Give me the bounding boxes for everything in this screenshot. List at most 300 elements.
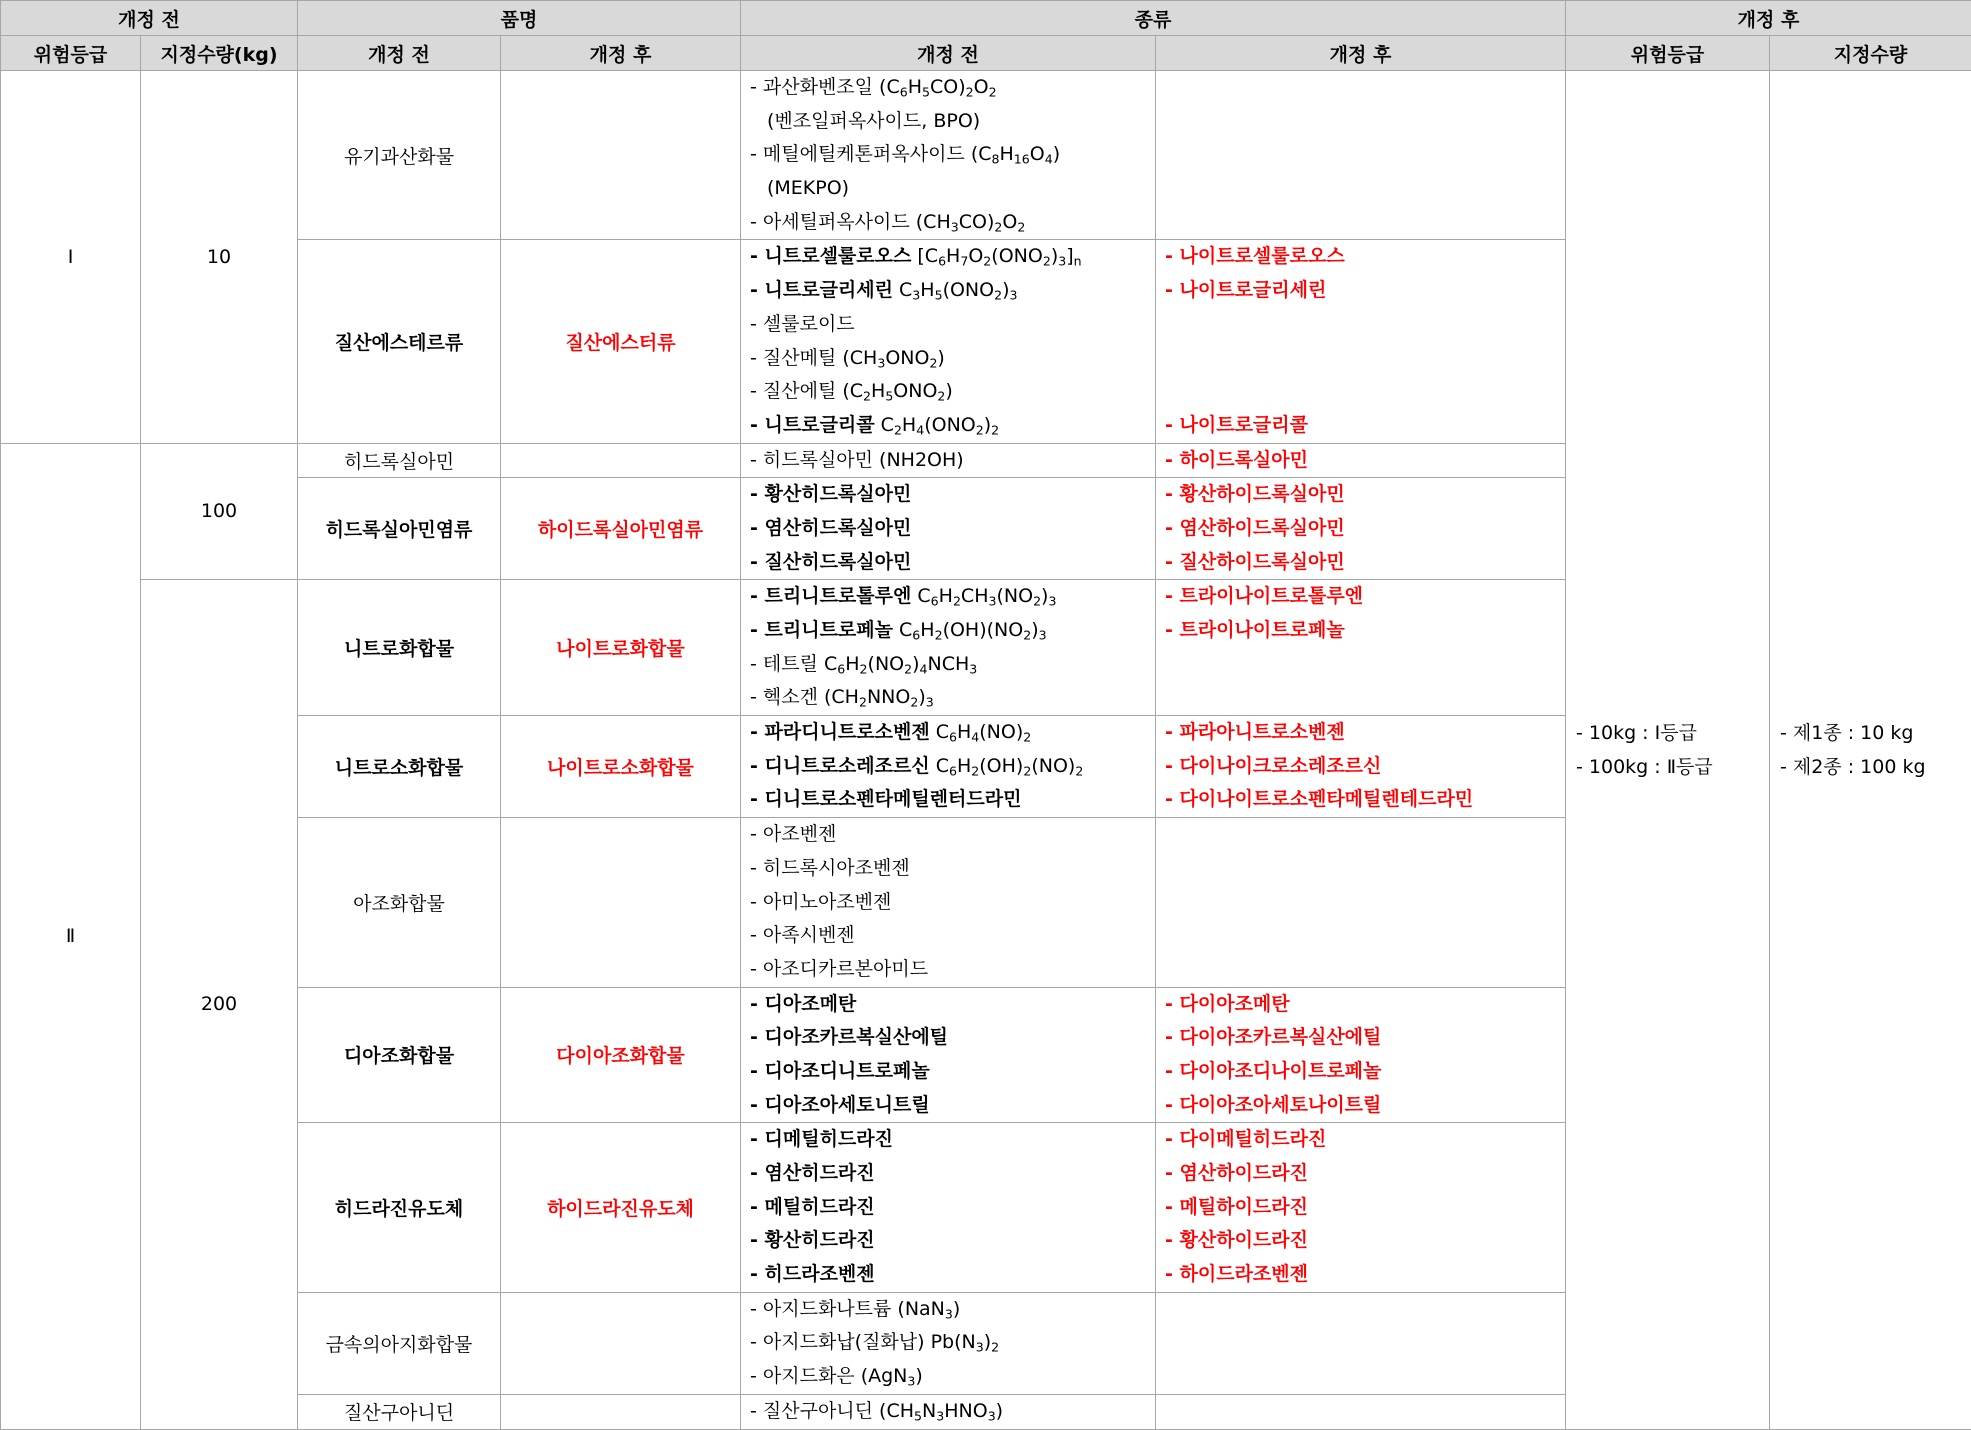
kind-line-before: [750, 342, 1155, 376]
kind-text: - 트리니트로톨루엔: [750, 585, 911, 607]
kind-text: - 메틸에틸케톤퍼옥사이드 (C: [750, 143, 992, 165]
kinds-after-cell: [1156, 443, 1566, 478]
item-name-after: 나이트로화합물: [501, 580, 741, 716]
kind-text: ): [1002, 279, 1009, 301]
formula-subscript: 5: [922, 85, 930, 100]
kind-line-after: [1165, 71, 1565, 105]
formula-subscript: 2: [1023, 730, 1031, 745]
kind-line-after: [1165, 818, 1565, 852]
kind-text: C: [875, 414, 894, 436]
grade-before-cell: Ⅰ: [1, 71, 141, 444]
table-body: [1, 71, 1971, 1430]
kinds-after-cell: [1156, 478, 1566, 580]
kind-text: - 니트로글리세린: [750, 279, 893, 301]
kind-line-before: [750, 953, 1155, 987]
kind-text: H: [957, 721, 971, 743]
kind-text: - 아조벤젠: [750, 823, 836, 845]
item-name-before: 유기과산화물: [298, 71, 501, 240]
kind-text: (NO): [1031, 755, 1075, 777]
kind-text: (NO: [996, 585, 1033, 607]
item-name-after: [501, 71, 741, 240]
kind-text: H: [920, 619, 934, 641]
formula-subscript: 2: [994, 219, 1002, 234]
formula-subscript: 4: [916, 422, 924, 437]
kind-text: C: [930, 721, 949, 743]
formula-subscript: 3: [976, 1340, 984, 1355]
kind-text: ONO: [893, 380, 937, 402]
formula-subscript: 2: [994, 288, 1002, 303]
kind-text: ): [984, 414, 991, 436]
formula-subscript: 5: [935, 288, 943, 303]
kind-text: O: [968, 245, 983, 267]
formula-subscript: 3: [1058, 254, 1066, 269]
kind-line-before: [750, 1021, 1155, 1055]
formula-subscript: 2: [1023, 628, 1031, 643]
kind-text: H: [920, 279, 934, 301]
kind-line-after: - 다이나이트로소펜타메틸렌테드라민: [1165, 783, 1565, 817]
kind-line-before: [750, 138, 1155, 172]
kind-line-after: [1165, 681, 1565, 715]
kind-line-after: - 다이아조아세토나이트릴: [1165, 1089, 1565, 1123]
kinds-after-cell: [1156, 818, 1566, 987]
kind-line-after: [1165, 342, 1565, 376]
kinds-before-cell: [741, 1123, 1156, 1292]
kind-line-before: [750, 988, 1155, 1022]
header-quantity-before: 지정수량(kg): [141, 36, 298, 71]
header-quantity-after: 지정수량: [1770, 36, 1971, 71]
kind-line-before: [750, 71, 1155, 105]
kind-text: - 니트로셀룰로오스: [750, 245, 911, 267]
kind-text: - 질산메틸 (CH: [750, 347, 877, 369]
kind-text: - 과산화벤조일 (C: [750, 76, 900, 98]
kind-line-before: [750, 919, 1155, 953]
kind-line-after: [1165, 886, 1565, 920]
header-row-groups: [1, 1, 1971, 36]
grade-after-line: - 10kg : Ⅰ등급: [1576, 716, 1769, 750]
kind-text: O: [1030, 143, 1045, 165]
kind-text: - 아지드화납(질화납) Pb(N: [750, 1331, 976, 1353]
kind-text: ]: [1066, 245, 1073, 267]
formula-subscript: 2: [953, 594, 961, 609]
header-kind-after: 개정 후: [1156, 36, 1566, 71]
kind-line-before: [750, 580, 1155, 614]
formula-subscript: 3: [936, 1408, 944, 1423]
kind-text: - 황산히드라진: [750, 1229, 875, 1251]
kind-line-after: [1165, 852, 1565, 886]
kind-line-before: [750, 750, 1155, 784]
kind-text: C: [930, 755, 949, 777]
kind-line-after: [1165, 138, 1565, 172]
kind-text: - 히드록실아민 (NH2OH): [750, 449, 964, 471]
kind-text: - 염산히드록실아민: [750, 517, 911, 539]
kind-line-after: [1165, 308, 1565, 342]
kind-text: CH: [961, 585, 989, 607]
kind-line-after: - 다이아조카르복실산에틸: [1165, 1021, 1565, 1055]
kind-line-before: [750, 1360, 1155, 1394]
kind-line-before: [750, 478, 1155, 512]
kind-text: H: [871, 380, 885, 402]
kind-text: - 디아조카르복실산에틸: [750, 1026, 948, 1048]
grade-after-cell: [1566, 71, 1770, 1430]
kinds-after-cell: [1156, 71, 1566, 240]
formula-subscript: 4: [920, 661, 928, 676]
kind-text: - 디니트로소레조르신: [750, 755, 930, 777]
kind-text: ): [984, 1331, 991, 1353]
kind-line-after: - 나이트로글리세린: [1165, 274, 1565, 308]
kinds-before-cell: [741, 1292, 1156, 1394]
quantity-after-cell: [1770, 71, 1971, 1430]
kinds-after-cell: [1156, 580, 1566, 716]
kind-text: - 트리니트로페놀: [750, 619, 893, 641]
table-header: [1, 1, 1971, 71]
kinds-before-cell: [741, 240, 1156, 443]
kind-line-before: [750, 409, 1155, 443]
formula-subscript: 2: [1017, 219, 1025, 234]
kind-line-before: [750, 818, 1155, 852]
kind-text: (OH)(NO: [943, 619, 1024, 641]
formula-subscript: 2: [1023, 763, 1031, 778]
kind-line-before: [750, 512, 1155, 546]
formula-subscript: 2: [860, 661, 868, 676]
kind-text: - 디니트로소펜타메틸렌터드라민: [750, 788, 1021, 810]
kind-text: - 아지드화나트륨 (NaN: [750, 1298, 945, 1320]
kind-line-after: - 다이아조메탄: [1165, 988, 1565, 1022]
kind-text: - 히드라조벤젠: [750, 1263, 875, 1285]
kinds-before-cell: [741, 478, 1156, 580]
kind-line-before: [750, 648, 1155, 682]
kind-line-after: [1165, 375, 1565, 409]
formula-subscript: 2: [976, 422, 984, 437]
kind-text: ONO: [885, 347, 929, 369]
kind-text: H: [939, 585, 953, 607]
kind-text: - 테트릴 C: [750, 653, 837, 675]
item-name-before: 히드록실아민: [298, 443, 501, 478]
kind-text: C: [893, 279, 912, 301]
header-kind-before: 개정 전: [741, 36, 1156, 71]
kind-text: - 디아조디니트로페놀: [750, 1060, 930, 1082]
kind-text: (NO: [868, 653, 905, 675]
kind-line-before: [750, 1293, 1155, 1327]
formula-subscript: 6: [837, 661, 845, 676]
formula-subscript: 3: [1048, 594, 1056, 609]
formula-subscript: 7: [960, 254, 968, 269]
formula-subscript: 5: [914, 1408, 922, 1423]
kind-text: [C: [911, 245, 938, 267]
kind-text: ): [996, 1400, 1003, 1422]
item-name-after: [501, 1292, 741, 1394]
formula-subscript: 2: [859, 695, 867, 710]
header-name-after: 개정 후: [501, 36, 741, 71]
kind-line-before: [750, 308, 1155, 342]
formula-subscript: 2: [989, 85, 997, 100]
kind-text: - 질산에틸 (C: [750, 380, 863, 402]
formula-subscript: 3: [1039, 628, 1047, 643]
kind-text: ): [918, 686, 925, 708]
kind-text: - 셀룰로이드: [750, 313, 855, 335]
kind-text: - 아미노아조벤젠: [750, 891, 891, 913]
kind-text: ): [1031, 619, 1038, 641]
formula-subscript: 2: [1043, 254, 1051, 269]
kind-line-after: - 파라아니트로소벤젠: [1165, 716, 1565, 750]
formula-subscript: 5: [885, 389, 893, 404]
kind-line-before: [750, 1089, 1155, 1123]
formula-subscript: 2: [991, 1340, 999, 1355]
item-name-after: [501, 818, 741, 987]
kinds-before-cell: [741, 443, 1156, 478]
kind-text: - 아세틸퍼옥사이드 (CH: [750, 211, 951, 233]
formula-subscript: 2: [1033, 594, 1041, 609]
header-group-after: 개정 후: [1566, 1, 1971, 36]
kind-line-after: [1165, 953, 1565, 987]
kind-text: - 파라디니트로소벤젠: [750, 721, 930, 743]
formula-subscript: 2: [966, 85, 974, 100]
kind-text: - 아족시벤젠: [750, 924, 855, 946]
quantity-after-line: - 제1종 : 10 kg: [1780, 716, 1971, 750]
item-name-before: 금속의아지화합물: [298, 1292, 501, 1394]
kind-line-after: [1165, 1326, 1565, 1360]
kind-text: - 히드록시아조벤젠: [750, 857, 910, 879]
kinds-after-cell: [1156, 716, 1566, 818]
kind-line-after: - 다이아조디나이트로페놀: [1165, 1055, 1565, 1089]
kinds-before-cell: [741, 716, 1156, 818]
item-name-before: 히드라진유도체: [298, 1123, 501, 1292]
item-name-after: 질산에스터류: [501, 240, 741, 443]
quantity-before-cell: 200: [141, 580, 298, 1429]
kind-line-after: - 나이트로셀룰로오스: [1165, 240, 1565, 274]
kind-text: (ONO: [924, 414, 976, 436]
kind-text: N: [922, 1400, 936, 1422]
kinds-before-cell: [741, 71, 1156, 240]
header-grade-after: 위험등급: [1566, 36, 1770, 71]
kind-line-before: [750, 1055, 1155, 1089]
formula-subscript: 6: [912, 628, 920, 643]
kind-line-after: [1165, 648, 1565, 682]
kind-line-before: [750, 614, 1155, 648]
kind-line-before: [750, 274, 1155, 308]
kind-line-after: - 트라이나이트로톨루엔: [1165, 580, 1565, 614]
header-group-before: 개정 전: [1, 1, 298, 36]
kind-line-before: [750, 1191, 1155, 1225]
kind-line-after: - 질산하이드록실아민: [1165, 546, 1565, 580]
formula-subscript: 3: [945, 1306, 953, 1321]
kind-line-after: - 다이나이크로소레조르신: [1165, 750, 1565, 784]
kind-line-after: - 하이드라조벤젠: [1165, 1258, 1565, 1292]
kind-line-after: - 염산하이드록실아민: [1165, 512, 1565, 546]
formula-subscript: 2: [863, 389, 871, 404]
kind-line-before: [750, 444, 1155, 478]
formula-subscript: 4: [1045, 152, 1053, 167]
kind-text: - 니트로글리콜: [750, 414, 875, 436]
kind-text: (ONO: [943, 279, 995, 301]
kind-line-before: [750, 1258, 1155, 1292]
kind-text: (NO): [979, 721, 1023, 743]
formula-subscript: 3: [988, 594, 996, 609]
item-name-before: 질산구아니딘: [298, 1394, 501, 1429]
item-name-after: 다이아조화합물: [501, 987, 741, 1123]
kind-line-before: [750, 240, 1155, 274]
kind-text: ): [953, 1298, 960, 1320]
kind-text: CO): [959, 211, 995, 233]
kind-text: ): [1053, 143, 1060, 165]
kind-text: H: [845, 653, 859, 675]
kind-line-before: [750, 852, 1155, 886]
formula-subscript: 3: [877, 355, 885, 370]
formula-subscript: 16: [1014, 152, 1030, 167]
kind-text: - 디아조메탄: [750, 993, 856, 1015]
formula-subscript: 2: [971, 763, 979, 778]
kinds-after-cell: [1156, 1123, 1566, 1292]
formula-subscript: 2: [991, 422, 999, 437]
kind-text: - 질산히드록실아민: [750, 551, 911, 573]
kind-line-after: - 다이메틸히드라진: [1165, 1123, 1565, 1157]
kind-line-before: [750, 783, 1155, 817]
kind-text: H: [1000, 143, 1014, 165]
kind-text: ): [1051, 245, 1058, 267]
kind-text: H: [946, 245, 960, 267]
kind-text: O: [974, 76, 989, 98]
kind-line-before: [750, 1395, 1155, 1429]
kind-line-after: [1165, 1360, 1565, 1394]
item-name-before: 아조화합물: [298, 818, 501, 987]
formula-subscript: 3: [912, 288, 920, 303]
item-name-after: 하이드라진유도체: [501, 1123, 741, 1292]
quantity-before-cell: 100: [141, 443, 298, 580]
item-name-after: 나이트로소화합물: [501, 716, 741, 818]
kind-text: - 아지드화은 (AgN: [750, 1365, 907, 1387]
kind-text: - 황산히드록실아민: [750, 483, 911, 505]
formula-subscript: 6: [949, 763, 957, 778]
kind-text: ): [915, 1365, 922, 1387]
kind-line-before: [750, 681, 1155, 715]
formula-subscript: 3: [969, 661, 977, 676]
formula-subscript: 3: [907, 1374, 915, 1389]
kinds-before-cell: [741, 580, 1156, 716]
formula-subscript: 2: [983, 254, 991, 269]
kind-line-before: [750, 1224, 1155, 1258]
quantity-after-line: - 제2종 : 100 kg: [1780, 750, 1971, 784]
formula-subscript: 2: [1075, 763, 1083, 778]
kinds-after-cell: [1156, 987, 1566, 1123]
formula-subscript: 6: [900, 85, 908, 100]
kinds-after-cell: [1156, 240, 1566, 443]
item-name-after: [501, 1394, 741, 1429]
formula-subscript: 6: [938, 254, 946, 269]
kinds-before-cell: [741, 1394, 1156, 1429]
kind-line-after: - 염산하이드라진: [1165, 1157, 1565, 1191]
kind-text: - 아조디카르본아미드: [750, 958, 928, 980]
item-name-before: 디아조화합물: [298, 987, 501, 1123]
item-name-before: 니트로화합물: [298, 580, 501, 716]
kind-line-after: [1165, 1293, 1565, 1327]
kind-text: H: [902, 414, 916, 436]
header-group-kind: 종류: [741, 1, 1566, 36]
kind-text: - 디아조아세토니트릴: [750, 1094, 930, 1116]
item-name-before: 질산에스테르류: [298, 240, 501, 443]
formula-subscript: 2: [910, 695, 918, 710]
kind-line-after: [1165, 919, 1565, 953]
kind-text: (OH): [979, 755, 1023, 777]
kind-text: ): [912, 653, 919, 675]
kind-text: ): [937, 347, 944, 369]
quantity-before-cell: 10: [141, 71, 298, 444]
kind-text: - 디메틸히드라진: [750, 1128, 893, 1150]
header-group-product-name: 품명: [298, 1, 741, 36]
header-row-columns: [1, 36, 1971, 71]
kind-line-after: - 하이드록실아민: [1165, 444, 1565, 478]
kind-text: C: [911, 585, 930, 607]
formula-subscript: 6: [949, 730, 957, 745]
kind-line-after: - 황산하이드록실아민: [1165, 478, 1565, 512]
kind-line-after: - 트라이나이트로페놀: [1165, 614, 1565, 648]
formula-subscript: 3: [951, 219, 959, 234]
formula-subscript: 8: [992, 152, 1000, 167]
header-name-before: 개정 전: [298, 36, 501, 71]
kind-line-before: [750, 716, 1155, 750]
kind-text: (ONO: [991, 245, 1043, 267]
formula-subscript: 6: [931, 594, 939, 609]
kind-text: ): [1041, 585, 1048, 607]
kind-text: O: [1002, 211, 1017, 233]
kind-text: H: [957, 755, 971, 777]
kind-line-before: [750, 105, 1155, 139]
table-row: [1, 71, 1971, 240]
kind-text: - 질산구아니딘 (CH: [750, 1400, 914, 1422]
kind-line-before: [750, 172, 1155, 206]
kind-line-after: - 메틸하이드라진: [1165, 1191, 1565, 1225]
kind-line-after: [1165, 105, 1565, 139]
formula-subscript: 2: [904, 661, 912, 676]
kind-line-after: [1165, 172, 1565, 206]
formula-subscript: n: [1074, 254, 1082, 269]
kind-text: - 메틸히드라진: [750, 1196, 875, 1218]
kinds-before-cell: [741, 987, 1156, 1123]
formula-subscript: 3: [1010, 288, 1018, 303]
kind-line-before: [750, 546, 1155, 580]
formula-subscript: 3: [926, 695, 934, 710]
kind-text: H: [908, 76, 922, 98]
kind-line-before: [750, 206, 1155, 240]
kind-line-after: [1165, 206, 1565, 240]
kind-text: NCH: [928, 653, 970, 675]
kind-text: CO): [930, 76, 966, 98]
kind-line-after: [1165, 1395, 1565, 1429]
kind-text: HNO: [944, 1400, 987, 1422]
kinds-before-cell: [741, 818, 1156, 987]
kinds-after-cell: [1156, 1292, 1566, 1394]
grade-after-line: - 100kg : Ⅱ등급: [1576, 750, 1769, 784]
kind-text: (벤조일퍼옥사이드, BPO): [767, 110, 980, 132]
formula-subscript: 2: [935, 628, 943, 643]
header-grade-before: 위험등급: [1, 36, 141, 71]
item-name-after: 하이드록실아민염류: [501, 478, 741, 580]
formula-subscript: 3: [988, 1408, 996, 1423]
item-name-before: 니트로소화합물: [298, 716, 501, 818]
formula-subscript: 4: [971, 730, 979, 745]
formula-subscript: 2: [929, 355, 937, 370]
kind-line-before: [750, 1326, 1155, 1360]
kind-text: (MEKPO): [767, 177, 849, 199]
kinds-after-cell: [1156, 1394, 1566, 1429]
kind-line-before: [750, 886, 1155, 920]
formula-subscript: 2: [894, 422, 902, 437]
kind-text: - 헥소겐 (CH: [750, 686, 859, 708]
formula-subscript: 2: [937, 389, 945, 404]
kind-text: NNO: [867, 686, 910, 708]
item-name-after: [501, 443, 741, 478]
kind-line-after: - 나이트로글리콜: [1165, 409, 1565, 443]
kind-line-after: - 황산하이드라진: [1165, 1224, 1565, 1258]
kind-text: - 염산히드라진: [750, 1162, 875, 1184]
